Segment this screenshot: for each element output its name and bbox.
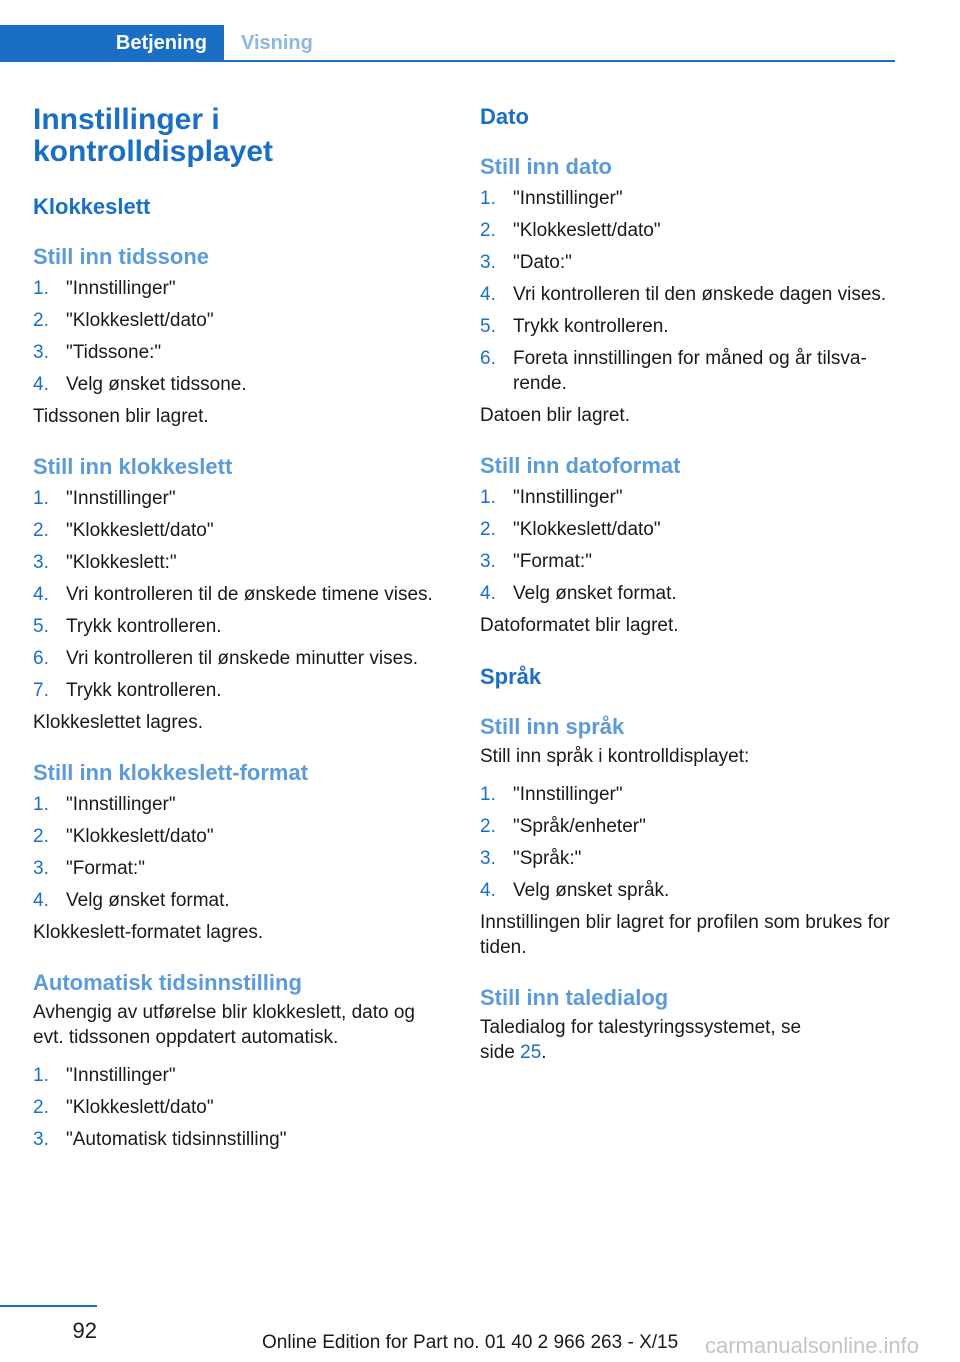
list-item: 5. Trykk kontrolleren. <box>480 316 669 337</box>
steps-timezone <box>33 276 443 397</box>
list-item: 1. "Innstillinger" <box>33 278 176 299</box>
list-item: 3. "Tidssone:" <box>33 342 162 363</box>
header-divider <box>0 60 895 62</box>
list-item: 1. "Innstillinger" <box>33 1065 176 1086</box>
speech-text: Taledialog for talestyringssystemet, se side 25. <box>480 1017 802 1063</box>
list-item: 6. Foreta innstillingen for måned og år tilsvarende. <box>480 348 867 394</box>
subheading-language: Still inn språk <box>480 714 625 739</box>
section-heading-language: Språk <box>480 664 542 689</box>
list-item: 3. "Dato:" <box>480 252 572 273</box>
intro-auto-time: Avhengig av utførelse blir klokkeslett, dato og evt. tidssonen oppdatert automatisk. <box>33 1002 415 1048</box>
steps-time <box>33 486 443 703</box>
watermark: carmanualsonline.info <box>705 1333 920 1358</box>
subheading-time: Still inn klokkeslett <box>33 454 233 479</box>
list-item: 4. Velg ønsket format. <box>480 583 677 604</box>
right-column <box>480 100 890 1065</box>
list-item: 7. Trykk kontrolleren. <box>33 680 222 701</box>
list-item: 1. "Innstillinger" <box>480 784 623 805</box>
list-item: 5. Trykk kontrolleren. <box>33 616 222 637</box>
subheading-timezone: Still inn tidssone <box>33 244 210 269</box>
list-item: 2. "Klokkeslett/dato" <box>33 1097 214 1118</box>
list-item: 4. Velg ønsket tidssone. <box>33 374 247 395</box>
result-language: Innstillingen blir lagret for profilen som brukes for tiden. <box>480 912 890 958</box>
list-item: 2. "Klokkeslett/dato" <box>33 520 214 541</box>
header-bar <box>0 25 895 62</box>
footer-divider <box>0 1305 97 1307</box>
list-item: 4. Velg ønsket format. <box>33 890 230 911</box>
steps-date <box>480 186 890 396</box>
intro-language: Still inn språk i kontrolldisplayet: <box>480 746 750 767</box>
subheading-date-format: Still inn datoformat <box>480 453 681 478</box>
steps-auto-time <box>33 1063 443 1152</box>
result-date-format: Datoformatet blir lagret. <box>480 615 679 636</box>
list-item: 3. "Språk:" <box>480 848 582 869</box>
steps-time-format <box>33 792 443 913</box>
tab-visning[interactable]: Visning <box>241 32 313 54</box>
list-item: 2. "Klokkeslett/dato" <box>33 826 214 847</box>
result-date: Datoen blir lagret. <box>480 405 630 426</box>
list-item: 3. "Format:" <box>480 551 592 572</box>
list-item: 1. "Innstillinger" <box>33 794 176 815</box>
list-item: 3. "Format:" <box>33 858 145 879</box>
list-item: 1. "Innstillinger" <box>480 487 623 508</box>
list-item: 2. "Språk/enheter" <box>480 816 646 837</box>
section-heading-clock: Klokkeslett <box>33 194 151 219</box>
tab-betjening[interactable]: Betjening <box>0 25 224 62</box>
steps-language <box>480 782 890 903</box>
result-timezone: Tidssonen blir lagret. <box>33 406 209 427</box>
subheading-speech: Still inn taledialog <box>480 985 669 1010</box>
steps-date-format <box>480 485 890 606</box>
subheading-time-format: Still inn klokkeslett-format <box>33 760 309 785</box>
list-item: 3. "Klokkeslett:" <box>33 552 177 573</box>
list-item: 2. "Klokkeslett/dato" <box>480 519 661 540</box>
page-title: Innstillinger i kontrolldisplayet <box>33 103 274 168</box>
result-time: Klokkeslettet lagres. <box>33 712 204 733</box>
subheading-date: Still inn dato <box>480 154 612 179</box>
list-item: 2. "Klokkeslett/dato" <box>33 310 214 331</box>
page-link[interactable]: 25 <box>520 1042 542 1063</box>
subheading-auto-time: Automatisk tidsinnstilling <box>33 970 302 995</box>
page-number: 92 <box>72 1318 97 1343</box>
edition-text: Online Edition for Part no. 01 40 2 966 263 - X/15 <box>262 1332 679 1353</box>
list-item: 4. Vri kontrolleren til den ønskede dagen vises. <box>480 284 887 305</box>
list-item: 6. Vri kontrolleren til ønskede minutter vises. <box>33 648 418 669</box>
list-item: 1. "Innstillinger" <box>33 488 176 509</box>
result-time-format: Klokkeslett-formatet lagres. <box>33 922 264 943</box>
list-item: 4. Velg ønsket språk. <box>480 880 670 901</box>
list-item: 4. Vri kontrolleren til de ønskede timene vises. <box>33 584 433 605</box>
list-item: 2. "Klokkeslett/dato" <box>480 220 661 241</box>
list-item: 3. "Automatisk tidsinnstilling" <box>33 1129 287 1150</box>
left-column <box>33 100 443 1159</box>
list-item: 1. "Innstillinger" <box>480 188 623 209</box>
section-heading-date: Dato <box>480 104 529 129</box>
